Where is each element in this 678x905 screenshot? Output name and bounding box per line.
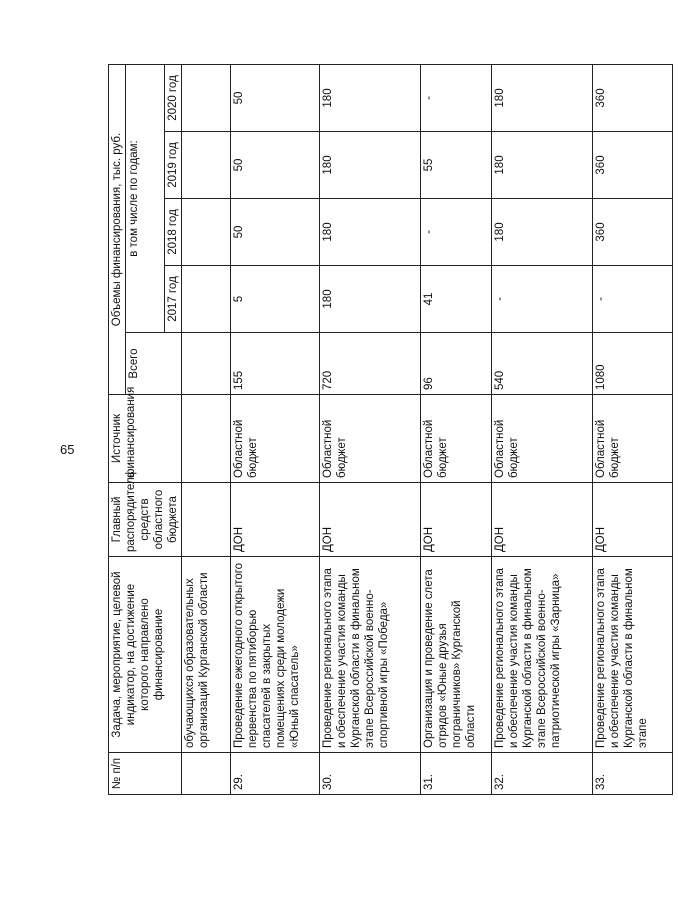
- cell-y2018: 180: [320, 199, 421, 266]
- cell-y2019: 50: [231, 132, 320, 199]
- cell-manager: ДОН: [421, 483, 492, 557]
- page-number: 65: [60, 442, 75, 457]
- cell-y2018: 50: [231, 199, 320, 266]
- header-task: Задача, мероприятие, целевой индикатор, на достижение которого направлено финансирование: [109, 557, 182, 753]
- table-row: [421, 65, 492, 795]
- table-row: [231, 65, 320, 795]
- header-year-2017: 2017 год: [165, 266, 182, 333]
- cell-y2020: -: [421, 65, 492, 132]
- header-source: Источник финансирования: [109, 395, 182, 483]
- funding-table: [108, 64, 673, 795]
- cell-num: 32.: [492, 753, 593, 795]
- cell-y2019: 360: [593, 132, 673, 199]
- cell-num: [182, 753, 231, 795]
- cell-y2020: 180: [492, 65, 593, 132]
- header-year-2020: 2020 год: [165, 65, 182, 132]
- cell-y2020: 180: [320, 65, 421, 132]
- cell-y2020: 50: [231, 65, 320, 132]
- cell-source: Областной бюджет: [492, 395, 593, 483]
- cell-y2017: -: [492, 266, 593, 333]
- header-year-2018: 2018 год: [165, 199, 182, 266]
- cell-source: Областной бюджет: [320, 395, 421, 483]
- cell-manager: ДОН: [492, 483, 593, 557]
- cell-task: Проведение регионального этапа и обеспечение участия команды Курганской области в финальном этапе: [593, 557, 673, 753]
- cell-task: Проведение регионального этапа и обеспечение участия команды Курганской области в финальном этапе Всероссийской военно-патриотической игры «Зарница»: [492, 557, 593, 753]
- table-row: [320, 65, 421, 795]
- cell-y2017: 41: [421, 266, 492, 333]
- cell-total: 720: [320, 333, 421, 395]
- cell-task: Организация и проведение слета отрядов «Юные друзья пограничников» Курганской области: [421, 557, 492, 753]
- cell-num: 33.: [593, 753, 673, 795]
- header-funding: Объемы финансирования, тыс. руб.: [109, 65, 126, 395]
- cell-y2019: 55: [421, 132, 492, 199]
- cell-y2019: 180: [492, 132, 593, 199]
- cell-y2018: -: [421, 199, 492, 266]
- cell-manager: ДОН: [231, 483, 320, 557]
- table-row: [492, 65, 593, 795]
- cell-manager: ДОН: [593, 483, 673, 557]
- cell-source: Областной бюджет: [231, 395, 320, 483]
- cell-source: Областной бюджет: [593, 395, 673, 483]
- cell-y2019: 180: [320, 132, 421, 199]
- cell-num: 31.: [421, 753, 492, 795]
- rotated-table-sheet: [108, 65, 678, 795]
- cell-source: [182, 395, 231, 483]
- cell-y2017: 5: [231, 266, 320, 333]
- cell-manager: ДОН: [320, 483, 421, 557]
- cell-total: [182, 333, 231, 395]
- cell-y2018: 180: [492, 199, 593, 266]
- cell-manager: [182, 483, 231, 557]
- cell-y2017: 180: [320, 266, 421, 333]
- cell-source: Областной бюджет: [421, 395, 492, 483]
- cell-y2018: [182, 199, 231, 266]
- header-year-2019: 2019 год: [165, 132, 182, 199]
- table-row: [593, 65, 673, 795]
- cell-total: 540: [492, 333, 593, 395]
- cell-total: 96: [421, 333, 492, 395]
- cell-y2020: 360: [593, 65, 673, 132]
- header-manager: Главный распорядитель средств областного бюджета: [109, 483, 182, 557]
- cell-y2017: -: [593, 266, 673, 333]
- header-total: Всего: [126, 333, 182, 395]
- cell-y2018: 360: [593, 199, 673, 266]
- table-row-continuation: [182, 65, 231, 795]
- cell-task: Проведение ежегодного открытого первенства по пятиборью спасателей в закрытых помещениях среди молодежи «Юный спасатель»: [231, 557, 320, 753]
- cell-y2019: [182, 132, 231, 199]
- cell-total: 1080: [593, 333, 673, 395]
- header-num: № п/п: [109, 753, 182, 795]
- cell-num: 29.: [231, 753, 320, 795]
- header-row-1: [109, 65, 126, 795]
- cell-y2020: [182, 65, 231, 132]
- cell-y2017: [182, 266, 231, 333]
- cell-total: 155: [231, 333, 320, 395]
- cell-num: 30.: [320, 753, 421, 795]
- header-by-years: в том числе по годам:: [126, 65, 165, 333]
- cell-task: Проведение регионального этапа и обеспечение участия команды Курганской области в финальном этапе Всероссийской военно-спортивной игры «Победа»: [320, 557, 421, 753]
- cell-task: обучающихся образовательных организаций Курганской области: [182, 557, 231, 753]
